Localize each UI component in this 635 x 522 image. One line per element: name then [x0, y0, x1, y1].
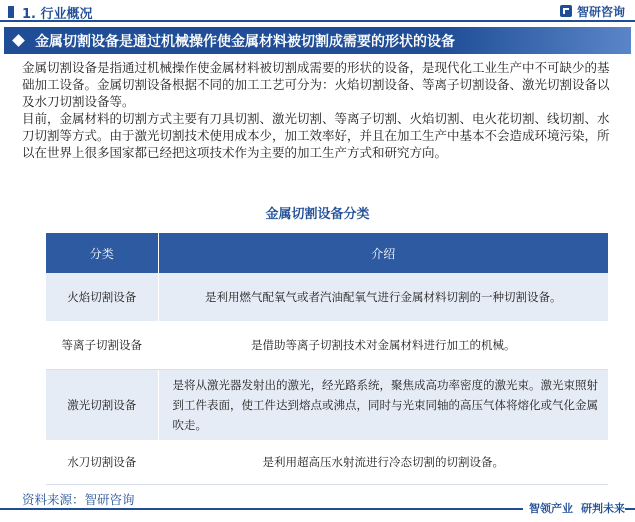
classification-table: [46, 233, 608, 485]
table-row: [46, 273, 608, 321]
top-bar: [0, 0, 635, 22]
row-category: 激光切割设备: [46, 369, 158, 440]
logo-icon: [559, 4, 573, 18]
brand-slogan: [523, 500, 625, 516]
row-description: 是利用燃气配氧气或者汽油配氧气进行金属材料切割的一种切割设备。: [158, 273, 608, 321]
slogan-part-2: 研判未来: [581, 502, 625, 515]
table-row: [46, 369, 608, 440]
intro-paragraph-1: 金属切割设备是指通过机械操作使金属材料被切割成需要的形状的设备，是现代化工业生产中不可缺少的基础加工设备。金属切割设备根据不同的加工工艺可分为：火焰切割设备、等离子切割设备、激光切割设备以及水刀切割设备等。: [22, 60, 610, 109]
logo-text: 智研咨询: [576, 4, 625, 19]
banner-title: 金属切割设备是通过机械操作使金属材料被切割成需要的形状的设备: [35, 33, 455, 50]
table-row: [46, 440, 608, 484]
brand-logo: [559, 3, 625, 19]
diamond-icon: [12, 34, 25, 47]
intro-paragraph-2: 目前，金属材料的切割方式主要有刀具切割、激光切割、等离子切割、火焰切割、电火花切割、线切割、水刀切割等方式。由于激光切割技术使用成本少，加工效率好，并且在加工生产中基本不会造成环境污染，所以在世界上很多国家都已经把这项技术作为主要的加工生产方式和研究方向。: [22, 111, 610, 160]
row-category: 火焰切割设备: [46, 273, 158, 321]
row-description: 是利用超高压水射流进行冷态切割的切割设备。: [158, 440, 608, 484]
section-heading: [0, 3, 93, 21]
header-category: 分类: [46, 233, 158, 273]
title-banner: [4, 27, 631, 54]
row-category: 水刀切割设备: [46, 440, 158, 484]
row-category: 等离子切割设备: [46, 321, 158, 369]
source-note: 资料来源：智研咨询: [22, 492, 135, 507]
section-title: 1. 行业概况: [22, 6, 93, 22]
intro-text: [22, 59, 618, 161]
row-description: 是将从激光器发射出的激光，经光路系统，聚焦成高功率密度的激光束。激光束照射到工件表面，使工件达到熔点或沸点，同时与光束同轴的高压气体将熔化或气化金属吹走。: [158, 369, 608, 440]
table-header-row: [46, 233, 608, 273]
table-row: [46, 321, 608, 369]
section-marker-icon: [8, 6, 14, 18]
table-title: 金属切割设备分类: [265, 207, 370, 222]
row-description: 是借助等离子切割技术对金属材料进行加工的机械。: [158, 321, 608, 369]
slogan-part-1: 智领产业: [529, 502, 573, 515]
header-description: 介绍: [158, 233, 608, 273]
